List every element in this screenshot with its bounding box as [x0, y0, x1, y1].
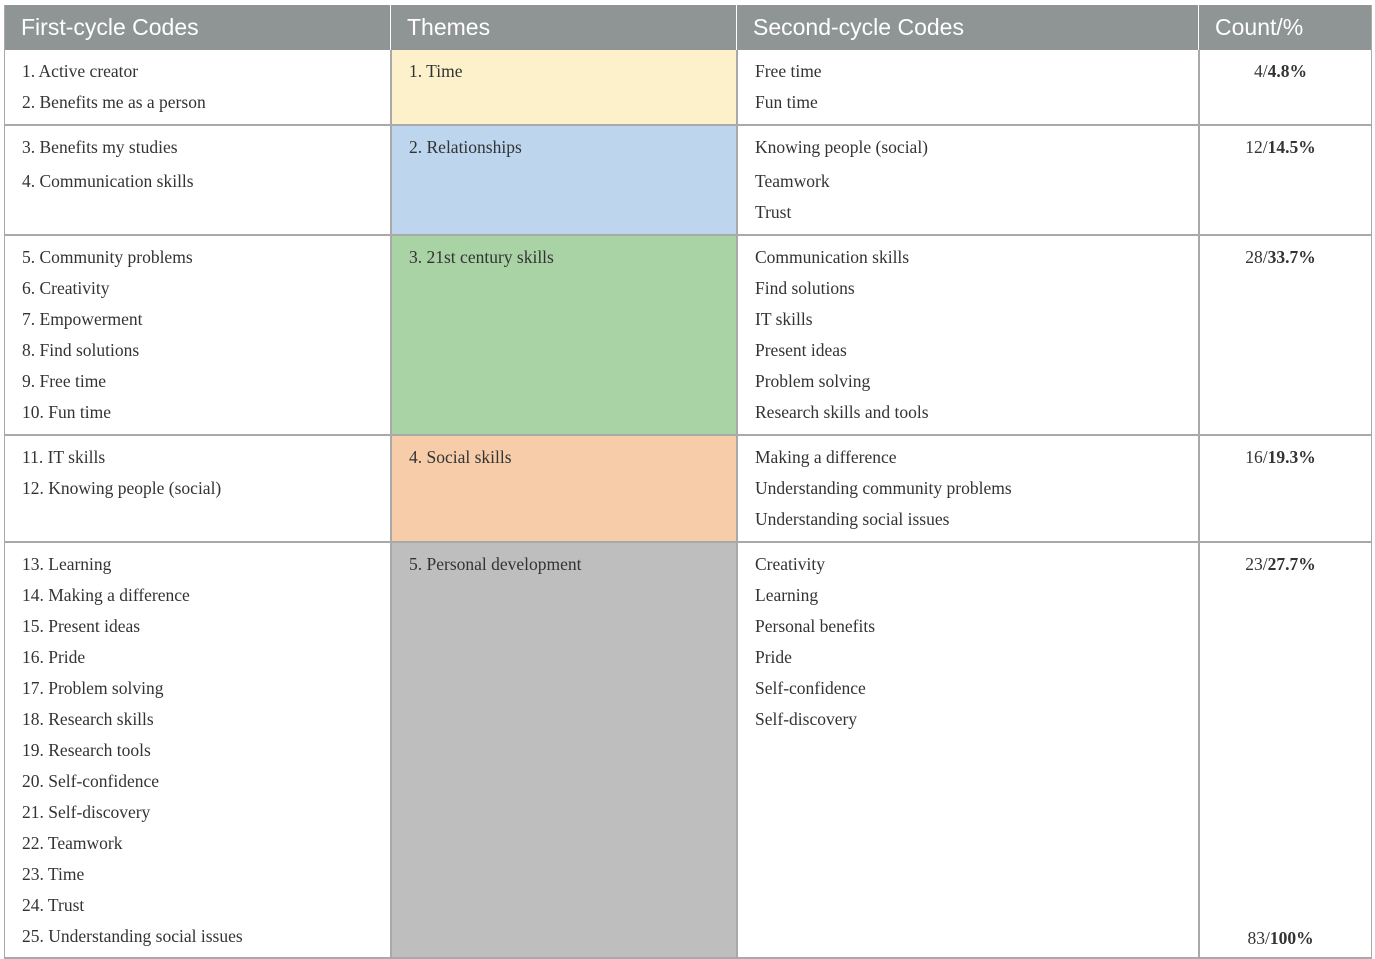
second-cycle-cell: [736, 543, 1198, 957]
second-cycle-code: Making a difference: [755, 447, 897, 467]
first-cycle-code: 9. Free time: [22, 371, 107, 391]
table-row: [5, 436, 1371, 543]
second-cycle-cell: [736, 50, 1198, 124]
second-cycle-code: Research skills and tools: [755, 402, 929, 422]
count-number: 4/: [1254, 61, 1268, 81]
header-count: Count/%: [1198, 5, 1369, 50]
first-cycle-code: 19. Research tools: [22, 740, 151, 760]
first-cycle-cell: [5, 126, 390, 234]
second-cycle-cell: [736, 436, 1198, 541]
first-cycle-code: 13. Learning: [22, 554, 112, 574]
theme-label: 2. Relationships: [409, 137, 522, 157]
first-cycle-code: 16. Pride: [22, 647, 86, 667]
count-number: 23/: [1245, 554, 1268, 574]
second-cycle-code: Find solutions: [755, 278, 855, 298]
second-cycle-code: Personal benefits: [755, 616, 876, 636]
theme-label: 1. Time: [409, 61, 463, 81]
second-cycle-code: Fun time: [755, 92, 818, 112]
total-number: 83/: [1247, 928, 1270, 948]
count-number: 28/: [1245, 247, 1268, 267]
first-cycle-code: 1. Active creator: [22, 61, 139, 81]
theme-cell: [390, 436, 736, 541]
first-cycle-code: 10. Fun time: [22, 402, 111, 422]
first-cycle-cell: [5, 436, 390, 541]
table-row: [5, 126, 1371, 236]
first-cycle-code: 3. Benefits my studies: [22, 137, 178, 157]
first-cycle-code: 17. Problem solving: [22, 678, 164, 698]
count-cell: [1198, 50, 1369, 124]
first-cycle-code: 6. Creativity: [22, 278, 110, 298]
second-cycle-code: Trust: [755, 202, 792, 222]
count-percent: 27.7%: [1267, 554, 1316, 574]
count-percent: 19.3%: [1267, 447, 1316, 467]
first-cycle-code: 18. Research skills: [22, 709, 154, 729]
first-cycle-code: 12. Knowing people (social): [22, 478, 222, 498]
count-cell: [1198, 543, 1369, 957]
count-number: 12/: [1245, 137, 1268, 157]
first-cycle-code: 5. Community problems: [22, 247, 193, 267]
total-count: [1200, 928, 1361, 949]
first-cycle-cell: [5, 50, 390, 124]
second-cycle-code: Understanding social issues: [755, 509, 950, 529]
first-cycle-cell: [5, 236, 390, 434]
second-cycle-cell: [736, 236, 1198, 434]
count-number: 16/: [1245, 447, 1268, 467]
theme-label: 5. Personal development: [409, 554, 582, 574]
first-cycle-code: 24. Trust: [22, 895, 85, 915]
count-cell: [1198, 436, 1369, 541]
table-row: [5, 50, 1371, 126]
theme-label: 4. Social skills: [409, 447, 512, 467]
first-cycle-code: 21. Self-discovery: [22, 802, 151, 822]
second-cycle-code: Self-confidence: [755, 678, 866, 698]
second-cycle-cell: [736, 126, 1198, 234]
first-cycle-code: 8. Find solutions: [22, 340, 140, 360]
second-cycle-code: Free time: [755, 61, 822, 81]
theme-cell: [390, 236, 736, 434]
total-percent: 100%: [1269, 928, 1314, 948]
theme-label: 3. 21st century skills: [409, 247, 554, 267]
second-cycle-code: Understanding community problems: [755, 478, 1012, 498]
count-percent: 4.8%: [1267, 61, 1307, 81]
second-cycle-code: Self-discovery: [755, 709, 858, 729]
second-cycle-code: IT skills: [755, 309, 813, 329]
second-cycle-code: Knowing people (social): [755, 137, 929, 157]
first-cycle-code: 14. Making a difference: [22, 585, 190, 605]
codes-table: [4, 5, 1372, 959]
count-cell: [1198, 236, 1369, 434]
first-cycle-code: 25. Understanding social issues: [22, 926, 243, 946]
first-cycle-code: 22. Teamwork: [22, 833, 123, 853]
second-cycle-code: Present ideas: [755, 340, 847, 360]
second-cycle-code: Learning: [755, 585, 819, 605]
count-cell: [1198, 126, 1369, 234]
header-first-cycle: First-cycle Codes: [21, 14, 199, 40]
theme-cell: [390, 543, 736, 957]
first-cycle-cell: [5, 543, 390, 957]
second-cycle-code: Pride: [755, 647, 792, 667]
count-percent: 33.7%: [1267, 247, 1316, 267]
first-cycle-code: 2. Benefits me as a person: [22, 92, 206, 112]
theme-cell: [390, 50, 736, 124]
second-cycle-code: Creativity: [755, 554, 825, 574]
table-row: [5, 236, 1371, 436]
first-cycle-code: 11. IT skills: [22, 447, 106, 467]
header-themes: Themes: [390, 5, 736, 50]
table-header: [5, 5, 1371, 50]
first-cycle-code: 15. Present ideas: [22, 616, 141, 636]
count-percent: 14.5%: [1267, 137, 1316, 157]
first-cycle-code: 7. Empowerment: [22, 309, 143, 329]
first-cycle-code: 23. Time: [22, 864, 85, 884]
header-second-cycle: Second-cycle Codes: [736, 5, 1198, 50]
second-cycle-code: Communication skills: [755, 247, 910, 267]
second-cycle-code: Problem solving: [755, 371, 871, 391]
first-cycle-code: 20. Self-confidence: [22, 771, 160, 791]
table-row: [5, 543, 1371, 959]
theme-cell: [390, 126, 736, 234]
second-cycle-code: Teamwork: [755, 171, 830, 191]
first-cycle-code: 4. Communication skills: [22, 171, 194, 191]
